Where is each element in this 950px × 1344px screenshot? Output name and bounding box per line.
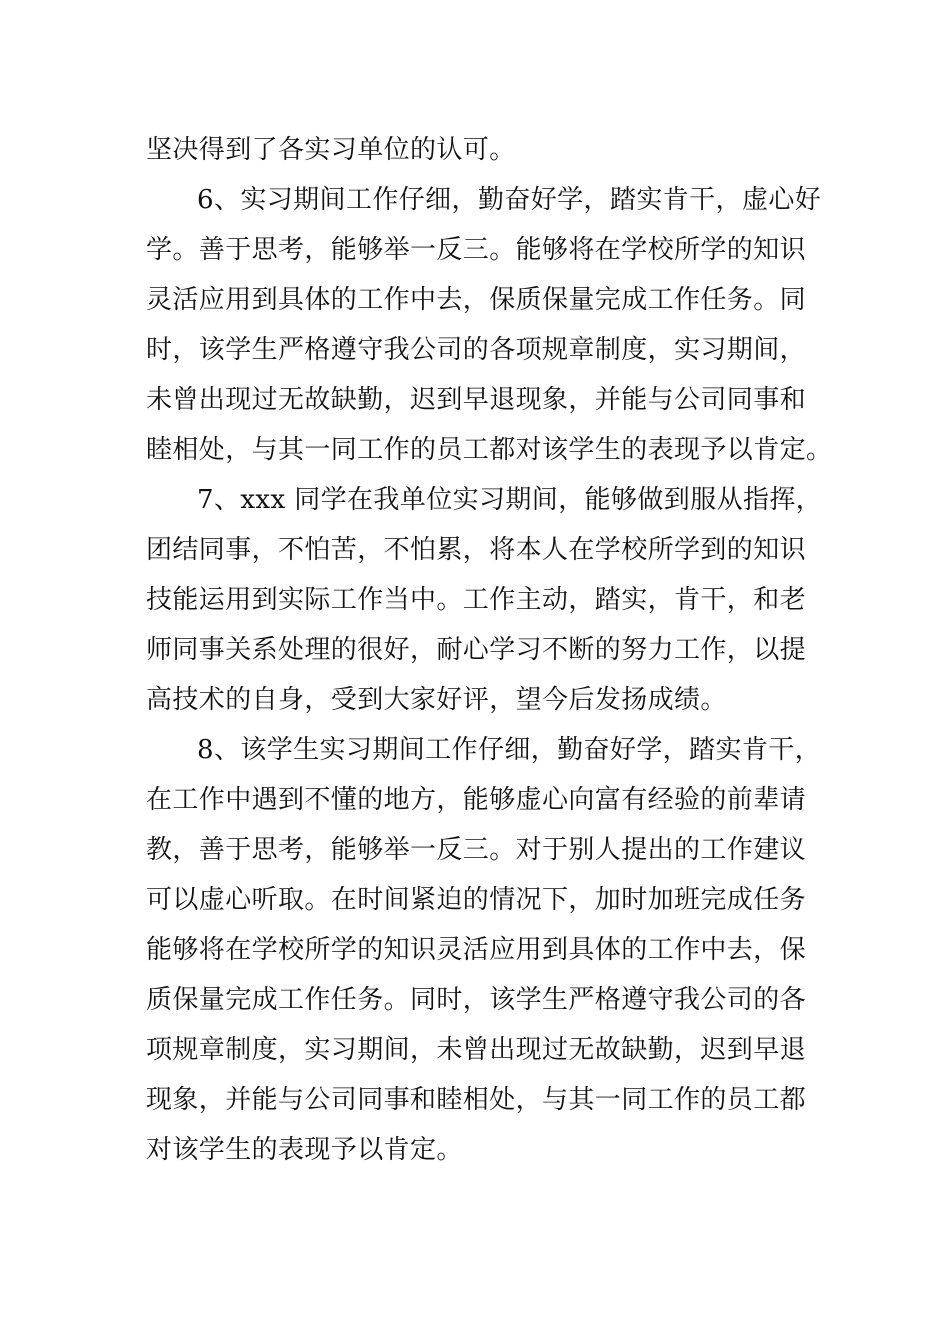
paragraph-6-line-3: 灵活应用到具体的工作中去，保质保量完成工作任务。同 bbox=[146, 285, 807, 315]
paragraph-8-line-8: 现象，并能与公司同事和睦相处，与其一同工作的员工都 bbox=[146, 1085, 807, 1115]
paragraph-7-line-2: 团结同事，不怕苦，不怕累，将本人在学校所学到的知识 bbox=[146, 535, 807, 565]
paragraph-8-line-7: 项规章制度，实习期间，未曾出现过无故缺勤，迟到早退 bbox=[146, 1035, 807, 1065]
paragraph-6-line-6: 睦相处，与其一同工作的员工都对该学生的表现予以肯定。 bbox=[146, 435, 833, 465]
paragraph-8-line-9: 对该学生的表现予以肯定。 bbox=[146, 1135, 463, 1165]
paragraph-8-line-4: 可以虚心听取。在时间紧迫的情况下，加时加班完成任务 bbox=[146, 885, 807, 915]
paragraph-6-line-4: 时，该学生严格遵守我公司的各项规章制度，实习期间， bbox=[146, 335, 807, 365]
paragraph-8-line-1: 8、该学生实习期间工作仔细，勤奋好学，踏实肯干， bbox=[197, 735, 822, 765]
paragraph-8-line-6: 质保量完成工作任务。同时，该学生严格遵守我公司的各 bbox=[146, 985, 807, 1015]
paragraph-7-line-4: 师同事关系处理的很好，耐心学习不断的努力工作，以提 bbox=[146, 635, 807, 665]
paragraph-7-line-5: 高技术的自身，受到大家好评，望今后发扬成绩。 bbox=[146, 685, 727, 715]
paragraph-8-line-3: 教，善于思考，能够举一反三。对于别人提出的工作建议 bbox=[146, 835, 807, 865]
paragraph-5-line-end: 坚决得到了各实习单位的认可。 bbox=[146, 135, 516, 165]
paragraph-6-line-5: 未曾出现过无故缺勤，迟到早退现象，并能与公司同事和 bbox=[146, 385, 807, 415]
paragraph-7-line-3: 技能运用到实际工作当中。工作主动，踏实，肯干，和老 bbox=[146, 585, 807, 615]
paragraph-7-line-1: 7、xxx 同学在我单位实习期间，能够做到服从指挥， bbox=[197, 485, 823, 515]
paragraph-6-line-1: 6、实习期间工作仔细，勤奋好学，踏实肯干，虚心好 bbox=[197, 185, 822, 215]
paragraph-8-line-5: 能够将在学校所学的知识灵活应用到具体的工作中去，保 bbox=[146, 935, 807, 965]
paragraph-8-line-2: 在工作中遇到不懂的地方，能够虚心向富有经验的前辈请 bbox=[146, 785, 807, 815]
paragraph-6-line-2: 学。善于思考，能够举一反三。能够将在学校所学的知识 bbox=[146, 235, 807, 265]
